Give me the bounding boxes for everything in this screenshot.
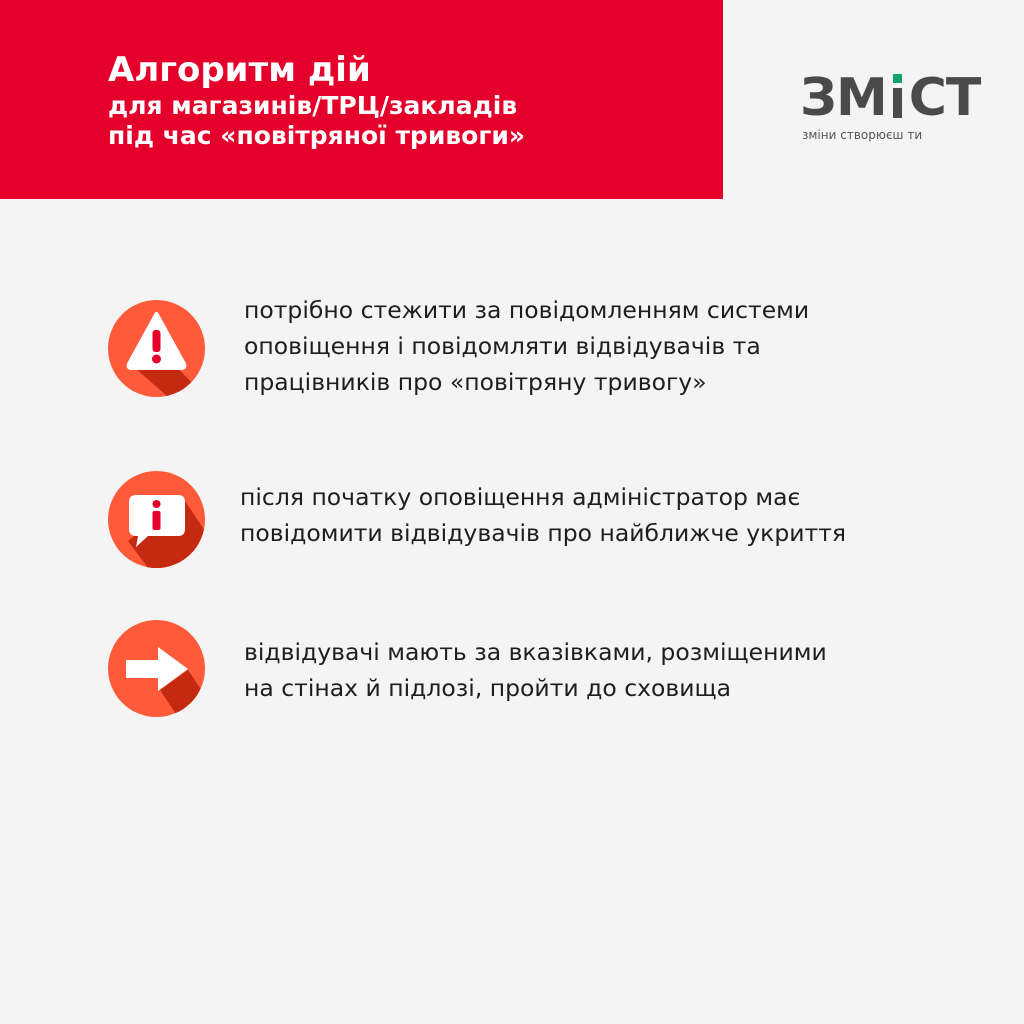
header-band (0, 0, 723, 199)
item-text-line: на стінах й підлозі, пройти до сховища (244, 674, 732, 702)
item-text (244, 292, 809, 400)
item-text-line: після початку оповіщення адміністратор має (240, 483, 801, 511)
logo-tagline: зміни створюєш ти (802, 128, 923, 142)
item-text-line: працівників про «повітряну тривогу» (244, 368, 707, 396)
item-text-line: повідомити відвідувачів про найближче укриття (240, 519, 847, 547)
item-text-line: потрібно стежити за повідомленням системи (244, 296, 810, 324)
item-text (240, 479, 846, 551)
page-subtitle (108, 91, 525, 151)
zmist-logo (800, 68, 981, 150)
logo-wordmark (800, 70, 980, 126)
item-text-line: відвідувачі мають за вказівками, розміщеними (244, 638, 827, 666)
arrow-right-icon (108, 620, 205, 717)
item-text (244, 634, 827, 706)
page-title: Алгоритм дій (108, 50, 371, 90)
subtitle-line: під час «повітряної тривоги» (108, 121, 526, 150)
list-item (108, 296, 988, 410)
item-text-line: оповіщення і повідомляти відвідувачів та (244, 332, 761, 360)
subtitle-line: для магазинів/ТРЦ/закладів (108, 91, 518, 120)
list-item (108, 620, 988, 720)
info-speech-bubble-icon (108, 471, 205, 568)
list-item (108, 471, 988, 571)
logo-exclamation-icon (888, 70, 908, 120)
logo-word-left: ЗМ (800, 68, 887, 128)
logo-word-right: СТ (908, 68, 981, 128)
warning-triangle-icon (108, 300, 205, 397)
